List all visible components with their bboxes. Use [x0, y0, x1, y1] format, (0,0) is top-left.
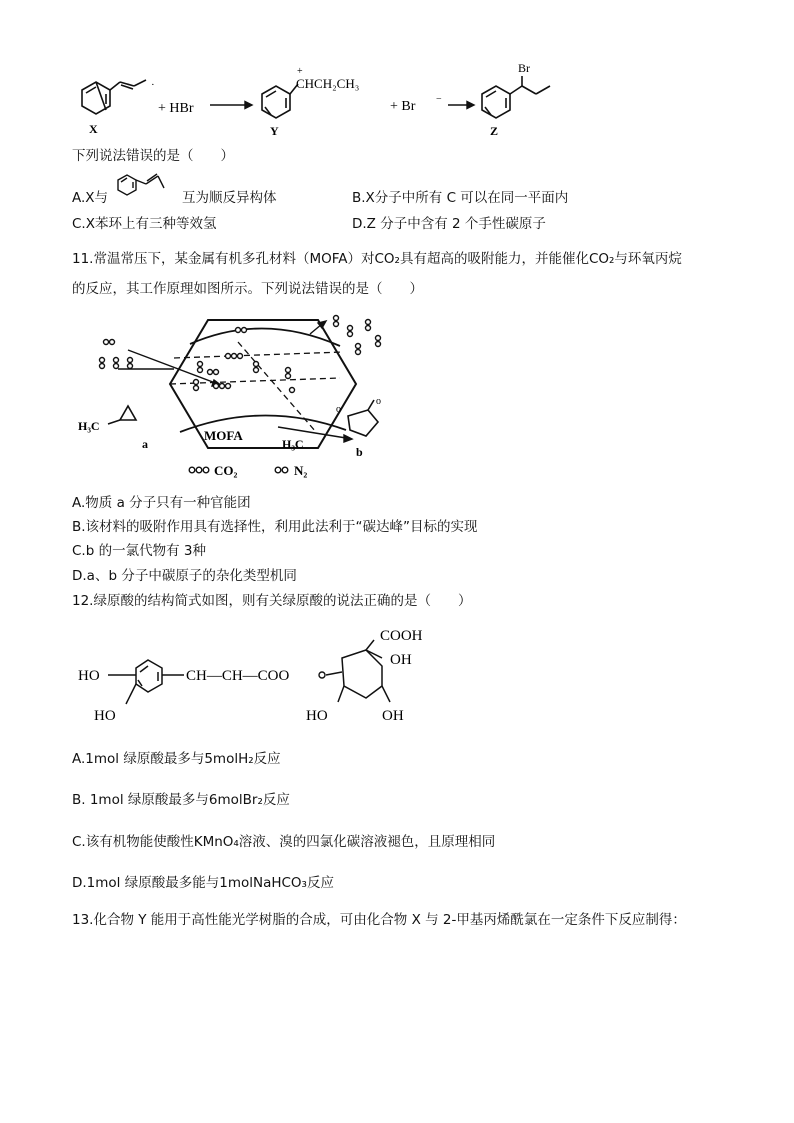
epoxide-a	[108, 406, 136, 424]
q10-option-b[interactable]: B.X分子中所有 C 可以在同一平面内	[352, 190, 569, 206]
b-group: H₃C	[282, 437, 304, 451]
reaction-arrow-2	[448, 102, 474, 109]
y-charge: +	[297, 66, 303, 77]
q11-option-d[interactable]: D.a、b 分子中碳原子的杂化类型机同	[72, 568, 297, 584]
molecule-y	[262, 84, 298, 118]
y-chain: CHCH₂CH₃	[296, 76, 360, 91]
reaction-scheme	[70, 60, 590, 140]
a-group: H₃C	[78, 419, 100, 433]
label-y: Y	[270, 124, 279, 138]
q10-option-a-suffix: 互为顺反异构体	[182, 190, 277, 206]
ho-bottom: HO	[94, 708, 116, 724]
q11-option-c[interactable]: C.b 的一氯代物有 3种	[72, 543, 206, 559]
label-x: X	[89, 122, 98, 136]
mofa-working-principle-figure	[78, 312, 408, 488]
reaction-arrow	[210, 102, 252, 109]
carbonate-b	[348, 400, 378, 436]
label-z: Z	[490, 124, 499, 138]
side-chain: CH—CH—COO	[186, 668, 290, 684]
mofa-label: MOFA	[204, 428, 243, 443]
ho-left: HO	[78, 668, 100, 684]
molecule-x	[82, 80, 146, 114]
q12-option-c[interactable]: C.该有机物能使酸性KMnO₄溶液、溴的四氯化碳溶液褪色，且原理相同	[72, 834, 496, 850]
legend-symbols	[189, 467, 288, 473]
cis-isomer-structure	[112, 170, 180, 196]
bromide-charge: −	[436, 94, 442, 105]
q10-stem: 下列说法错误的是（ ）	[72, 148, 234, 164]
q11-stem-line2: 的反应，其工作原理如图所示。下列说法错误的是（ ）	[72, 281, 423, 297]
q12-option-a[interactable]: A.1mol 绿原酸最多与5molH₂反应	[72, 751, 281, 767]
a-label: a	[142, 437, 148, 451]
q11-option-a[interactable]: A.物质 a 分子只有一种官能团	[72, 495, 251, 511]
ester-oxygen	[319, 672, 325, 678]
q10-option-d[interactable]: D.Z 分子中含有 2 个手性碳原子	[352, 216, 546, 232]
q12-stem: 12.绿原酸的结构简式如图，则有关绿原酸的说法正确的是（ ）	[72, 593, 472, 609]
q10-option-c[interactable]: C.X苯环上有三种等效氢	[72, 216, 217, 232]
q11-option-b[interactable]: B.该材料的吸附作用具有选择性，利用此法利于“碳达峰”目标的实现	[72, 519, 478, 535]
legend-co2: CO₂	[214, 463, 238, 478]
oh-right: OH	[390, 652, 412, 668]
q13-stem: 13.化合物 Y 能用于高性能光学树脂的合成，可由化合物 X 与 2-甲基丙烯酰氯在一定条件下反应制得：	[72, 912, 686, 928]
z-br: Br	[518, 61, 530, 75]
ho-ring: HO	[306, 708, 328, 724]
legend-n2: N₂	[294, 463, 308, 478]
q10-option-a-prefix: A.X与	[72, 190, 109, 206]
reagent-hbr: + HBr	[158, 101, 194, 116]
molecule-z	[482, 76, 550, 118]
o-atom: o	[336, 404, 341, 415]
oh-ring: OH	[382, 708, 404, 724]
o-atom-2: o	[376, 396, 381, 407]
q10-option-a[interactable]	[72, 189, 108, 207]
q11-stem-line1: 11.常温常压下，某金属有机多孔材料（MOFA）对CO₂具有超高的吸附能力，并能催化CO₂与环氧丙烷	[72, 251, 682, 267]
q12-option-b[interactable]: B. 1mol 绿原酸最多与6molBr₂反应	[72, 792, 290, 808]
q12-option-d[interactable]: D.1mol 绿原酸最多能与1molNaHCO₃反应	[72, 875, 334, 891]
chlorogenic-acid-structure	[76, 622, 446, 726]
bromide-ion: + Br	[390, 99, 416, 114]
cooh-group: COOH	[380, 628, 423, 644]
radical-dot: ·	[151, 79, 155, 91]
b-label: b	[356, 445, 363, 459]
